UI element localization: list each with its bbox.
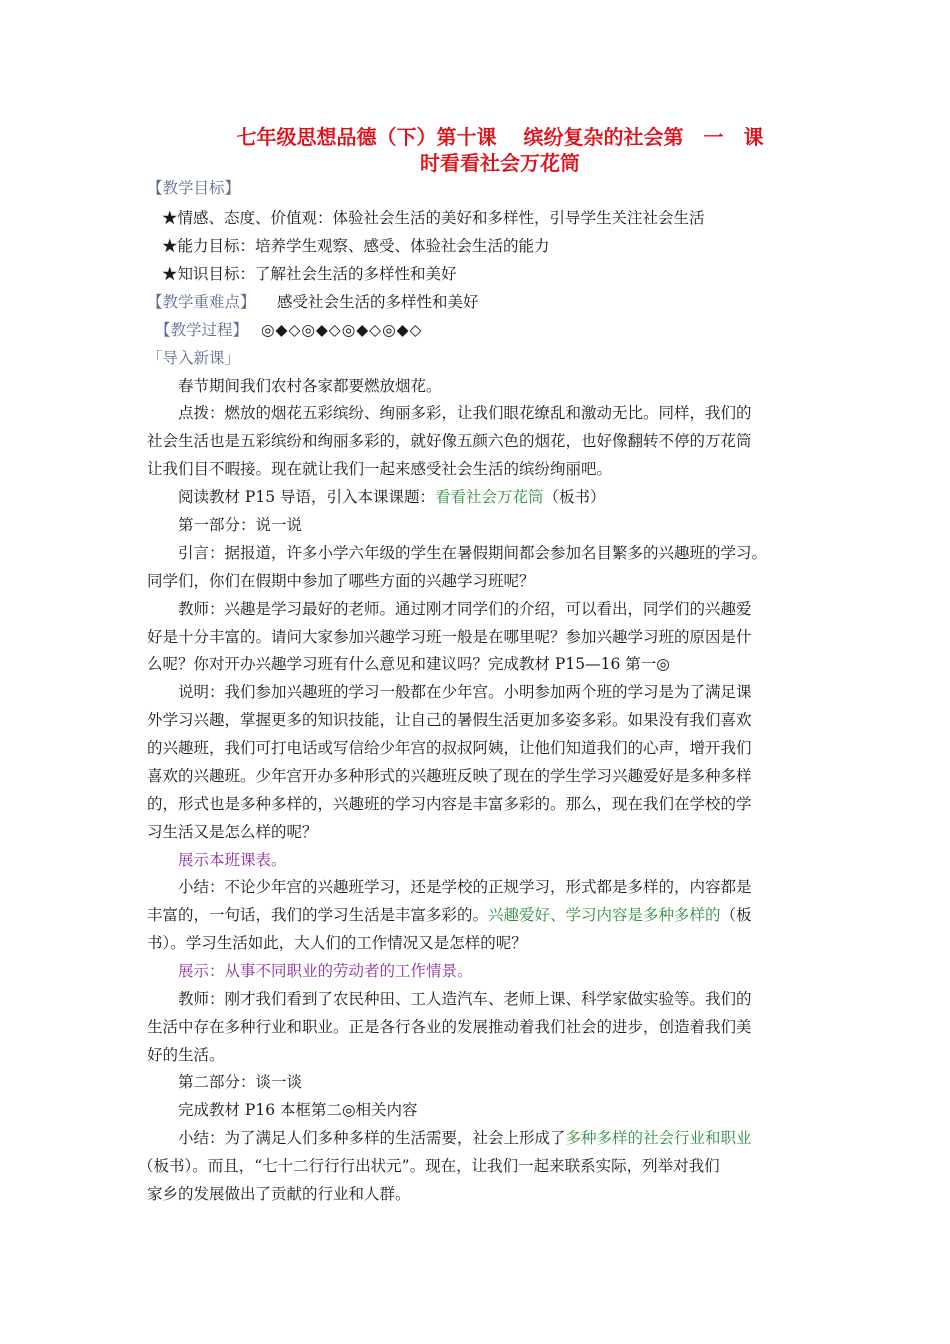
paragraph-line: 的，形式也是多种多样的，兴趣班的学习内容是丰富多彩的。那么，现在我们在学校的学 xyxy=(147,795,752,813)
paragraph-line: 教师：刚才我们看到了农民种田、工人造汽车、老师上课、科学家做实验等。我们的 xyxy=(178,990,752,1008)
paragraph-line: 同学们，你们在假期中参加了哪些方面的兴趣学习班呢？ xyxy=(147,572,535,590)
paragraph-line: 说明：我们参加兴趣班的学习一般都在少年宫。小明参加两个班的学习是为了满足课 xyxy=(178,683,752,701)
paragraph-line: 书）。学习生活如此，大人们的工作情况又是怎样的呢？ xyxy=(147,934,527,952)
paragraph-line: 让我们目不暇接。现在就让我们一起来感受社会生活的缤纷绚丽吧。 xyxy=(147,460,613,478)
text-run: 阅读教材 P15 导语，引入本课课题： xyxy=(178,488,436,506)
paragraph-line: 习生活又是怎么样的呢？ xyxy=(147,823,318,841)
board-note-highlight: 多种多样的社会行业和职业 xyxy=(565,1129,752,1147)
intro-heading: 「导入新课」 xyxy=(147,349,241,367)
paragraph-line: 外学习兴趣，掌握更多的知识技能，让自己的暑假生活更加多姿多彩。如果没有我们喜欢 xyxy=(147,711,752,729)
paragraph-line: 引言：据报道，许多小学六年级的学生在暑假期间都会参加名目繁多的兴趣班的学习。 xyxy=(178,544,768,562)
paragraph-line: （板书）。而且，“七十二行行行出状元”。现在，让我们一起来联系实际，列举对我们 xyxy=(138,1157,720,1175)
key-points-heading: 【教学重难点】 xyxy=(147,293,256,311)
display-note: 展示本班课表。 xyxy=(178,851,287,869)
paragraph-line: 小结：不论少年宫的兴趣班学习，还是学校的正规学习，形式都是多样的，内容都是 xyxy=(178,878,752,896)
text-run: （板书） xyxy=(543,488,606,506)
text-run: 丰富的，一句话，我们的学习生活是丰富多彩的。 xyxy=(147,906,489,924)
process-heading: 【教学过程】 xyxy=(155,321,249,339)
paragraph-line: 喜欢的兴趣班。少年宫开办多种形式的兴趣班反映了现在的学生学习兴趣爱好是多种多样 xyxy=(147,767,752,785)
paragraph-line: 完成教材 P16 本框第二◎相关内容 xyxy=(178,1101,418,1119)
display-note: 展示：从事不同职业的劳动者的工作情景。 xyxy=(178,962,473,980)
process-symbols: ◎◆◇◎◆◇◎◆◇◎◆◇ xyxy=(261,321,423,339)
section-heading: 第一部分：说一说 xyxy=(178,516,303,534)
paragraph-line: 的兴趣班，我们可打电话或写信给少年宫的叔叔阿姨，让他们知道我们的心声，增开我们 xyxy=(147,739,752,757)
paragraph-line: 生活中存在多种行业和职业。正是各行各业的发展推动着我们社会的进步，创造着我们美 xyxy=(147,1018,752,1036)
paragraph-line xyxy=(147,905,752,925)
teaching-goals-heading: 【教学目标】 xyxy=(147,179,241,197)
key-points-text: 感受社会生活的多样性和美好 xyxy=(277,293,479,311)
paragraph-line: 教师：兴趣是学习最好的老师。通过刚才同学们的介绍，可以看出，同学们的兴趣爱 xyxy=(178,600,752,618)
board-note-highlight: 兴趣爱好、学习内容是多种多样的 xyxy=(488,906,721,924)
paragraph-line: 社会生活也是五彩缤纷和绚丽多彩的，就好像五颜六色的烟花，也好像翻转不停的万花筒 xyxy=(147,432,752,450)
paragraph: 春节期间我们农村各家都要燃放烟花。 xyxy=(178,377,442,395)
goal-knowledge: ★知识目标：了解社会生活的多样性和美好 xyxy=(162,265,457,283)
paragraph-line: 么呢？你对开办兴趣学习班有什么意见和建议吗？完成教材 P15—16 第一◎ xyxy=(147,655,670,673)
text-run: 小结：为了满足人们多种多样的生活需要，社会上形成了 xyxy=(178,1129,566,1147)
paragraph-line xyxy=(178,487,606,507)
section-heading: 第二部分：谈一谈 xyxy=(178,1073,303,1091)
paragraph-line: 好的生活。 xyxy=(147,1046,225,1064)
document-title-line-2: 时看看社会万花筒 xyxy=(420,151,580,175)
goal-emotion: ★情感、态度、价值观：体验社会生活的美好和多样性，引导学生关注社会生活 xyxy=(162,209,705,227)
paragraph-line: 好是十分丰富的。请问大家参加兴趣学习班一般是在哪里呢？参加兴趣学习班的原因是什 xyxy=(147,628,752,646)
goal-ability: ★能力目标：培养学生观察、感受、体验社会生活的能力 xyxy=(162,237,550,255)
text-run: （板 xyxy=(720,906,752,924)
paragraph-line xyxy=(178,1128,752,1148)
document-title-line-1: 七年级思想品德（下）第十课 缤纷复杂的社会第 一 课 xyxy=(236,125,764,149)
board-note-highlight: 看看社会万花筒 xyxy=(435,488,544,506)
paragraph-line: 家乡的发展做出了贡献的行业和人群。 xyxy=(147,1185,411,1203)
paragraph-line: 点拨：燃放的烟花五彩缤纷、绚丽多彩，让我们眼花缭乱和激动无比。同样，我们的 xyxy=(178,404,752,422)
